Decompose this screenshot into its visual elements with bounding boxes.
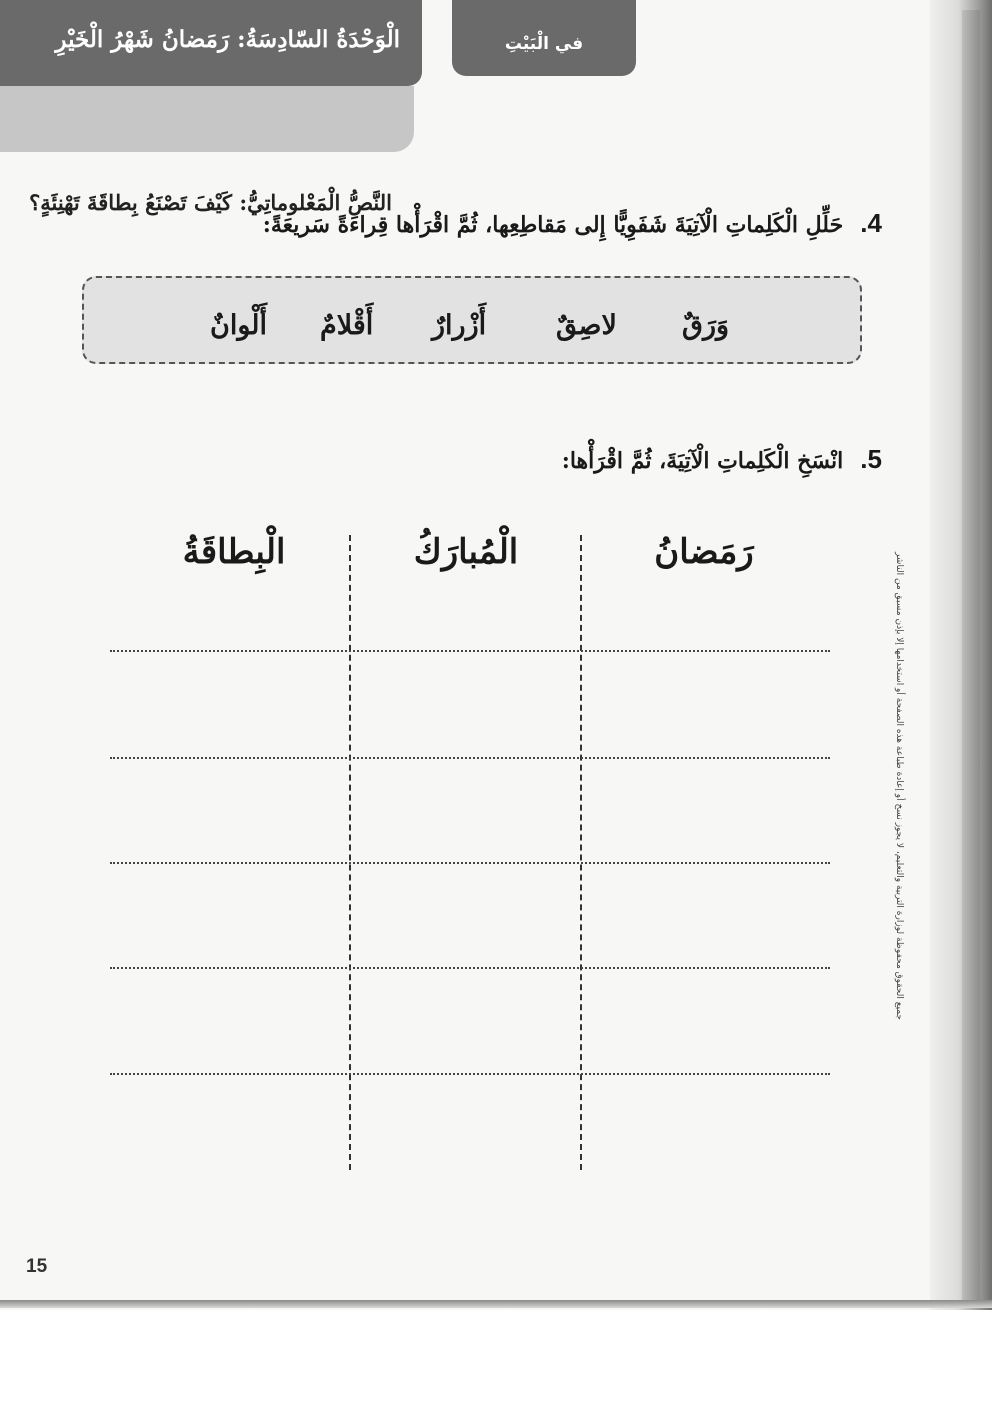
- word-item: وَرَقٌ: [682, 310, 730, 341]
- book-spine-shadow: [930, 0, 992, 1310]
- home-tab-label: في الْبَيْتِ: [504, 34, 584, 54]
- writing-line[interactable]: [110, 1073, 830, 1075]
- text-header-band: [0, 86, 414, 215]
- word-item: لاصِقٌ: [556, 310, 617, 341]
- word-item: أَزْرارٌ: [432, 310, 487, 341]
- writing-line[interactable]: [110, 967, 830, 969]
- copy-column-header: الْبِطاقَةُ: [182, 532, 286, 572]
- exercise-4-number: 4.: [860, 208, 882, 238]
- book-spine-edge: [962, 10, 980, 1300]
- exercise-5-text: انْسَخِ الْكَلِماتِ الْآتِيَةَ، ثُمَّ اقْرَأْها:: [561, 448, 844, 474]
- home-activity-tab: [452, 0, 636, 76]
- lesson-title: النَّصُّ الْمَعْلوماتِيُّ: كَيْفَ تَصْنَعُ بِطاقَةَ تَهْنِئَةٍ؟: [29, 190, 392, 215]
- exercise-4-text: حَلِّلِ الْكَلِماتِ الْآتِيَةَ شَفَوِيًّا إِلى مَقاطِعِها، ثُمَّ اقْرَأْها قِراءَةً سَريعَةً:: [262, 212, 844, 238]
- unit-header-band: [0, 0, 422, 86]
- word-item: أَلْوانٌ: [210, 310, 268, 341]
- copy-column-header: رَمَضانُ: [654, 532, 754, 572]
- word-item: أَقْلامٌ: [320, 310, 374, 341]
- page-number: 15: [26, 1256, 48, 1277]
- exercise-5-number: 5.: [860, 444, 882, 474]
- exercise-5-instruction: [210, 444, 882, 475]
- writing-line[interactable]: [110, 650, 830, 652]
- syllable-word-box: [82, 276, 862, 364]
- copyright-side-note: جميع الحقوق محفوظة لوزارة التربية والتعليم، لا يجوز نسخ أو إعادة طباعة هذه الصفحة أو استخدامها إلا بإذن مسبق من الناشر: [894, 551, 904, 1020]
- unit-title: الْوَحْدَةُ السّادِسَةُ: رَمَضانُ شَهْرُ الْخَيْرِ: [55, 26, 400, 53]
- page-bottom-edge: [0, 1300, 992, 1308]
- writing-line[interactable]: [110, 757, 830, 759]
- copy-column-header: الْمُبارَكُ: [413, 532, 519, 572]
- writing-line[interactable]: [110, 862, 830, 864]
- exercise-4-instruction: [210, 208, 882, 239]
